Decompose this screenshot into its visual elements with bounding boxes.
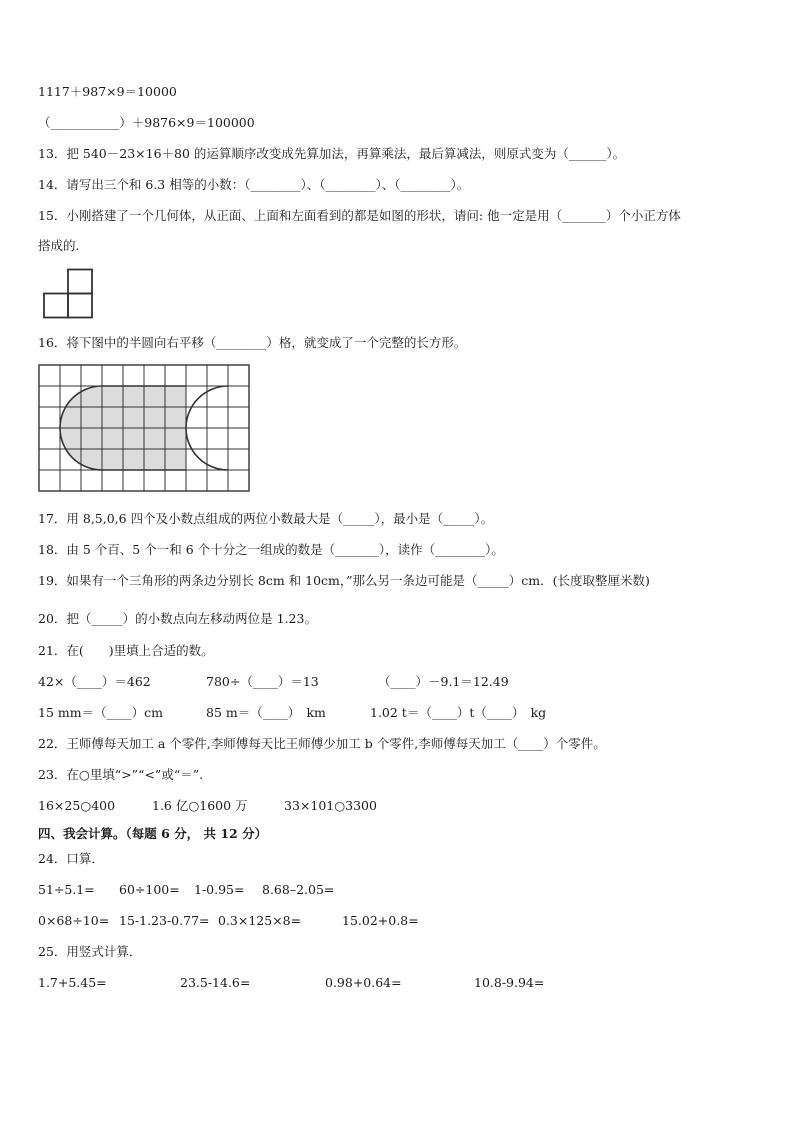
question-21: 21．在( )里填上合适的数。 xyxy=(38,643,214,658)
text-line-equation-1: 1117＋987×9＝10000 xyxy=(38,84,177,99)
q25-item-1: 1.7+5.45= xyxy=(38,975,107,990)
q21-item-2: 780÷（____）＝13 xyxy=(206,674,319,689)
q21-item-3: （____）－9.1＝12.49 xyxy=(378,674,509,689)
question-14: 14．请写出三个和 6.3 相等的小数：（________）、（________）、（________）。 xyxy=(38,177,470,192)
q21-item-4: 15 mm＝（____）cm xyxy=(38,705,163,720)
question-23: 23．在○里填“>”“<”或“＝”. xyxy=(38,767,204,782)
q24-item-2: 60÷100= xyxy=(119,882,180,897)
question-15-line-2: 搭成的. xyxy=(38,238,80,253)
question-16: 16．将下图中的半圆向右平移（________）格，就变成了一个完整的长方形。 xyxy=(38,335,467,350)
q25-item-4: 10.8-9.94= xyxy=(474,975,545,990)
q21-item-1: 42×（____）＝462 xyxy=(38,674,151,689)
q24-item-4: 8.68–2.05= xyxy=(262,882,335,897)
q21-item-5: 85 m＝（____） km xyxy=(206,705,326,720)
question-13: 13．把 540－23×16＋80 的运算顺序改变成先算加法，再算乘法，最后算减法，则原式变为（______）。 xyxy=(38,146,626,161)
question-25: 25．用竖式计算． xyxy=(38,944,142,959)
question-20: 20．把（_____）的小数点向左移动两位是 1.23。 xyxy=(38,611,317,626)
q23-item-1: 16×25○400 xyxy=(38,798,116,813)
q25-item-2: 23.5-14.6= xyxy=(180,975,251,990)
question-15-line-1: 15．小刚搭建了一个几何体，从正面、上面和左面看到的都是如图的形状，请问: 他一定是用（_______）个小正方体 xyxy=(38,208,681,223)
question-19: 19．如果有一个三角形的两条边分别长 8cm 和 10cm，”那么另一条边可能是（_____）cm．(长度取整厘米数) xyxy=(38,573,650,588)
cube-view-figure xyxy=(42,268,96,320)
question-18: 18．由 5 个百、5 个一和 6 个十分之一组成的数是（_______），读作（________）。 xyxy=(38,542,504,557)
q24-item-3: 1-0.95= xyxy=(194,882,245,897)
cube-square-bottom-right xyxy=(68,294,92,318)
section-4-heading: 四、我会计算。（每题 6 分， 共 12 分） xyxy=(38,826,268,841)
q23-item-3: 33×101○3300 xyxy=(284,798,377,813)
q24-item-8: 15.02+0.8= xyxy=(342,913,419,928)
q25-item-3: 0.98+0.64= xyxy=(325,975,402,990)
grid-figure xyxy=(38,364,252,494)
q24-item-5: 0×68÷10= xyxy=(38,913,110,928)
q24-item-6: 15-1.23-0.77= xyxy=(119,913,210,928)
q24-item-1: 51÷5.1= xyxy=(38,882,95,897)
q23-item-2: 1.6 亿○1600 万 xyxy=(152,798,248,813)
question-22: 22．王师傅每天加工 a 个零件,李师傅每天比王师傅少加工 b 个零件,李师傅每天加工（____）个零件。 xyxy=(38,736,606,751)
q21-item-6: 1.02 t＝（____）t（____） kg xyxy=(370,705,547,720)
cube-square-top xyxy=(68,270,92,294)
q24-item-7: 0.3×125×8= xyxy=(218,913,302,928)
question-17: 17．用 8,5,0,6 四个及小数点组成的两位小数最大是（_____），最小是（_____）。 xyxy=(38,511,494,526)
text-line-equation-2: （___________）＋9876×9＝100000 xyxy=(38,115,255,130)
question-24: 24．口算． xyxy=(38,851,104,866)
cube-square-bottom-left xyxy=(44,294,68,318)
